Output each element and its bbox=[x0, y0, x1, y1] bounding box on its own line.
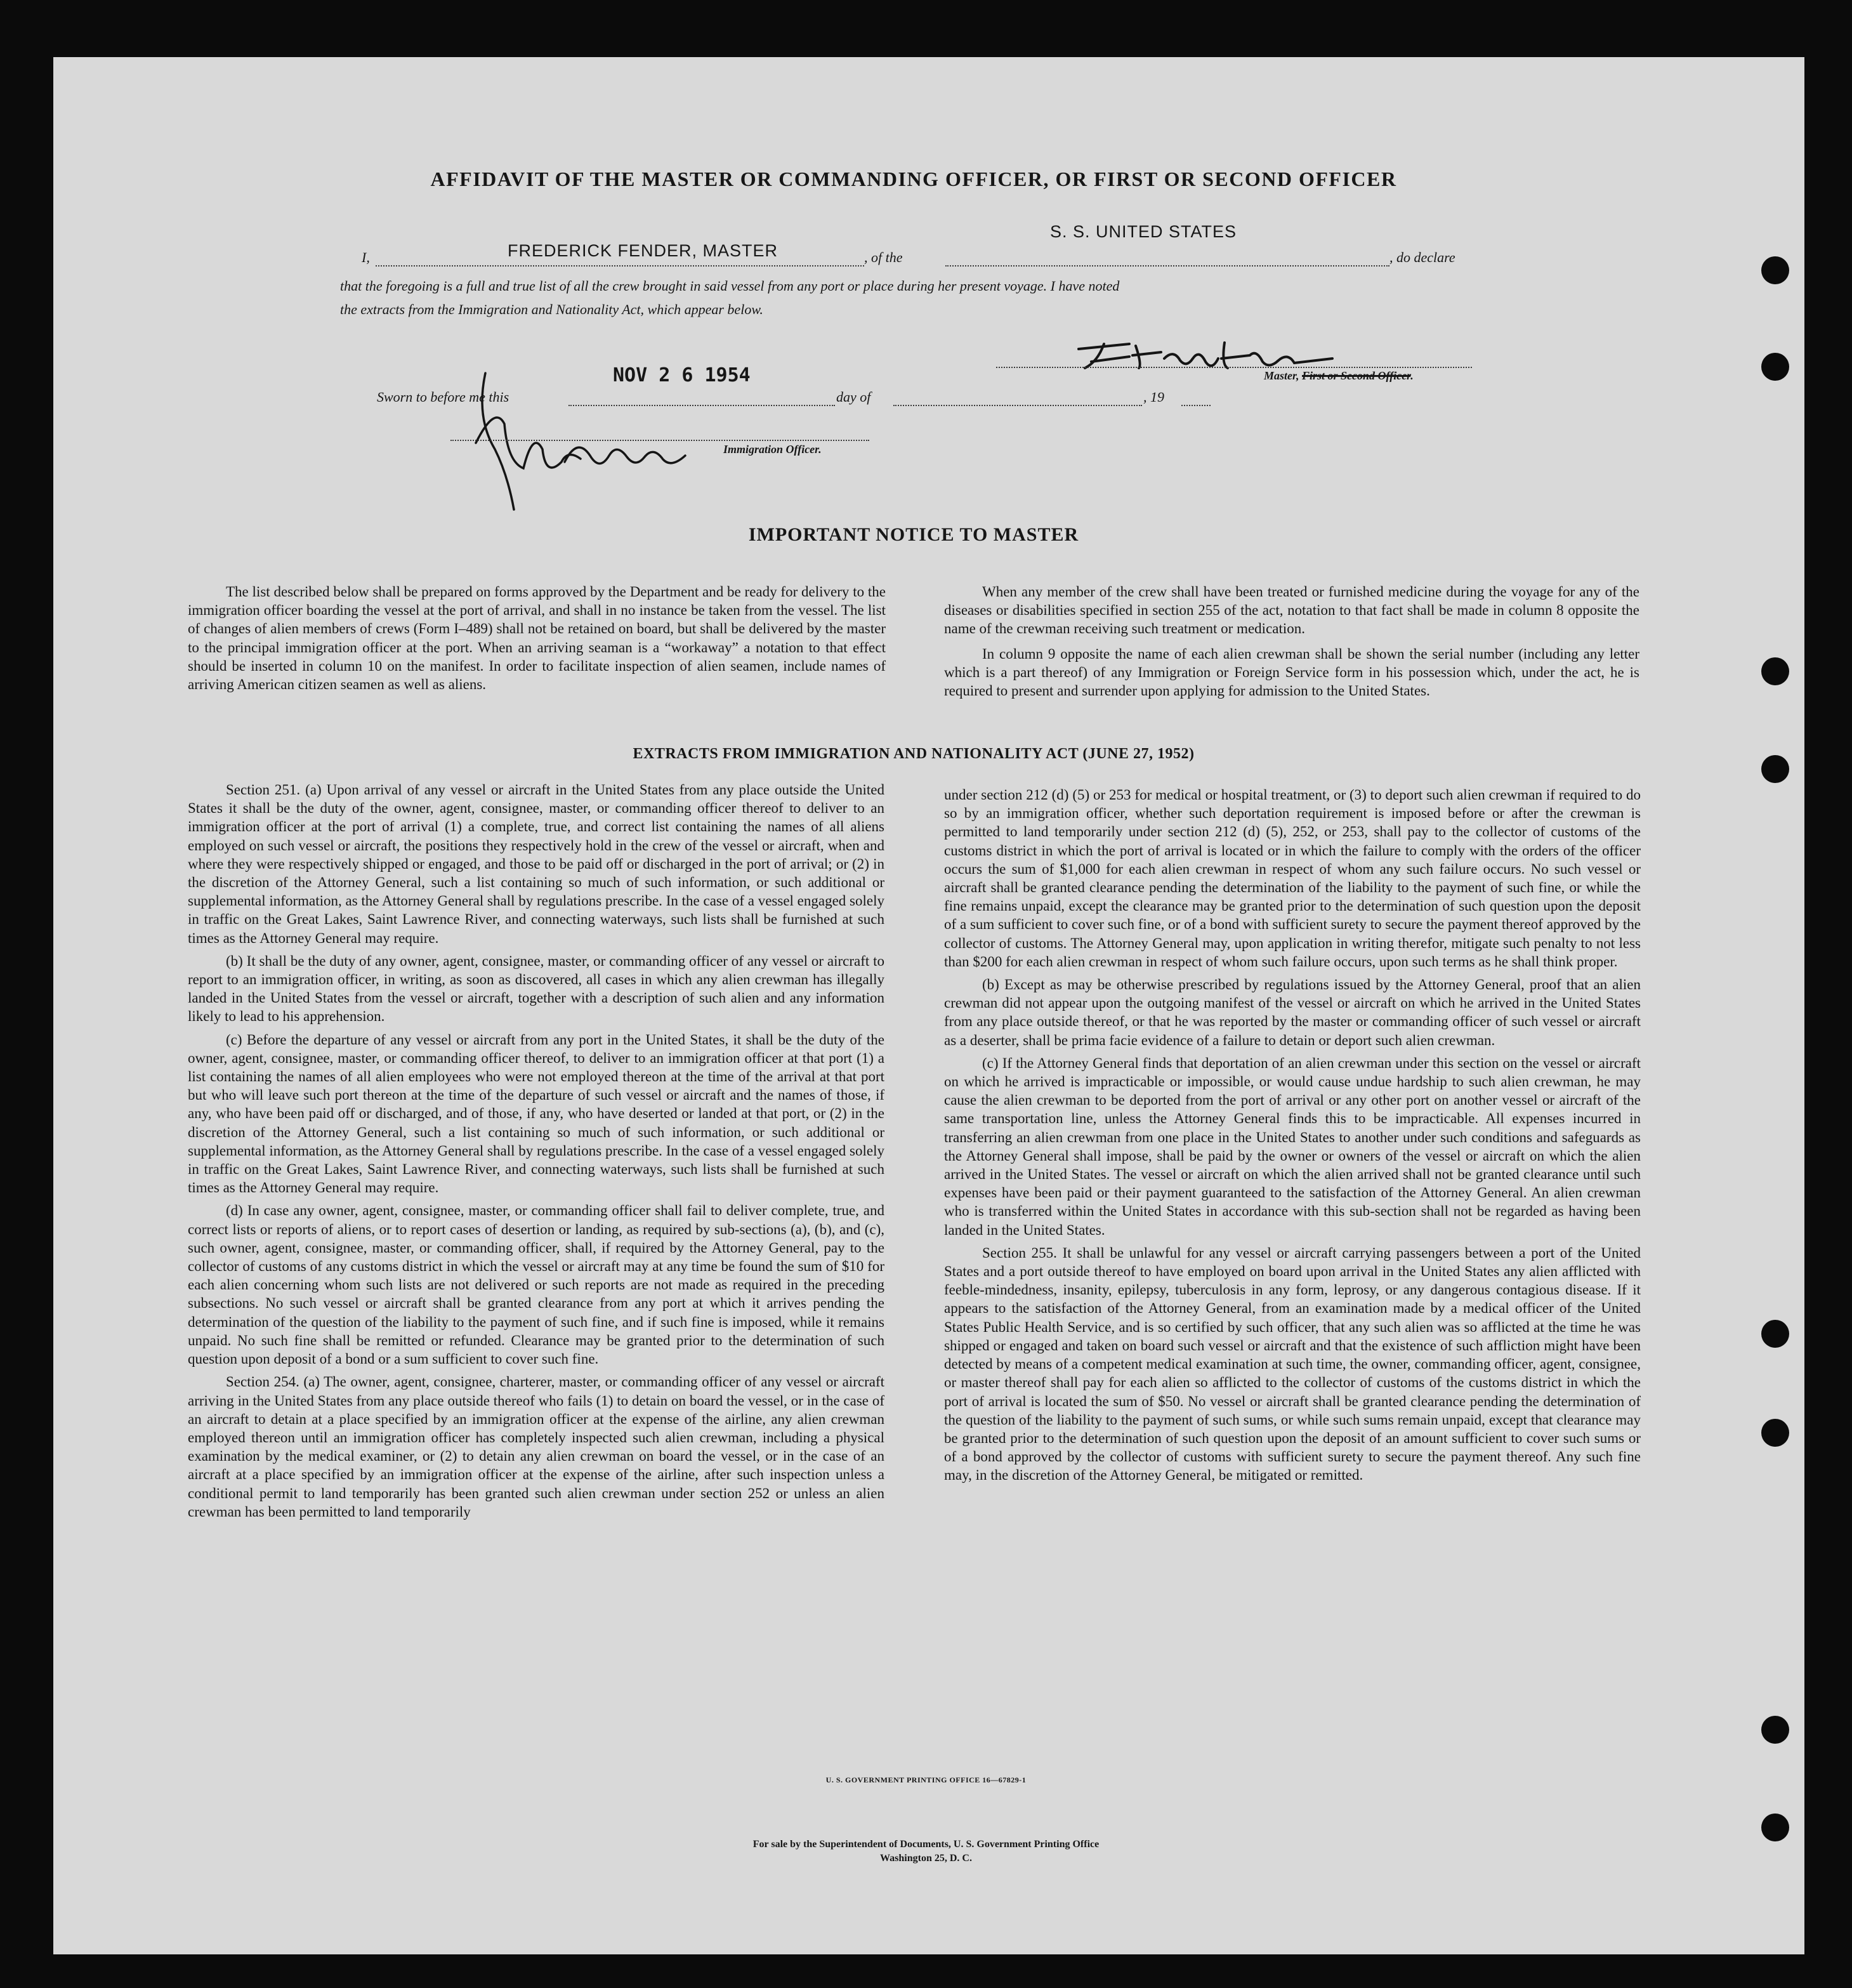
day-of-dotted-line bbox=[893, 405, 1142, 406]
master-caption-b: . bbox=[1410, 369, 1414, 382]
binder-hole bbox=[1761, 1320, 1789, 1348]
binder-hole bbox=[1761, 657, 1789, 685]
name-dotted-line bbox=[376, 265, 864, 267]
sale-line-1: For sale by the Superintendent of Documents, U. S. Government Printing Office bbox=[752, 1839, 1100, 1850]
declaration-prefix: I, bbox=[362, 249, 370, 265]
extract-paragraph: (d) In case any owner, agent, consignee, master, or commanding officer shall fail to deliver complete, true, and correct lists or reports of aliens, or to report cases of desertion or landing, as required by sub-sections (a), (b), and (c), such owner, agent, consignee, master, or commanding officer, shall, if required by the Attorney General, pay to the collector of customs of any customs district in which the vessel or aircraft may at any time be found the sum of $10 for each alien concerning whom such lists are not delivered or such reports are not made as required in the preceding subsections. No such vessel or aircraft shall be granted clearance from any port at which it arrives pending the determination of the question of the liability to the payment of such fine, and if such fine is imposed, while it remains unpaid. No such fine shall be remitted or refunded. Clearance may be granted prior to the determination of such question upon deposit of a bond or a sum sufficient to cover such fine. bbox=[188, 1202, 884, 1367]
immigration-officer-line bbox=[450, 440, 869, 441]
master-signature-line bbox=[996, 367, 1472, 368]
extracts-title: EXTRACTS FROM IMMIGRATION AND NATIONALITY ACT (JUNE 27, 1952) bbox=[633, 746, 1195, 762]
master-name: FREDERICK FENDER, MASTER bbox=[508, 241, 778, 260]
do-declare-label: , do declare bbox=[1389, 249, 1455, 265]
printing-office-line: U. S. GOVERNMENT PRINTING OFFICE 16—67829-1 bbox=[825, 1775, 1027, 1784]
notice-title: IMPORTANT NOTICE TO MASTER bbox=[748, 524, 1079, 545]
extract-paragraph: (c) Before the departure of any vessel or aircraft from any port in the United States, it shall be the duty of the owner, agent, consignee, master, or commanding officer thereof, to deliver to an immigration officer at that port (1) a list containing the names of all alien employees who were not employed thereon at the time of the arrival at that port but who will leave such port thereon at the time of the departure of such vessel or aircraft and the names of those, if any, who have been paid off or discharged, and of those, if any, who have deserted or landed at that port, or (2) in the discretion of the Attorney General, such a list containing so much of such information, or such additional or supplemental information, as the Attorney General shall by regulations prescribe. In the case of a vessel engaged solely in traffic on the Great Lakes, Saint Lawrence River, and connecting waterways, such lists shall be furnished at such times as the Attorney General may require. bbox=[188, 1031, 884, 1196]
notice-right-column bbox=[944, 583, 1639, 704]
declaration-line-3: the extracts from the Immigration and Nationality Act, which appear below. bbox=[340, 301, 763, 317]
affidavit-title: AFFIDAVIT OF THE MASTER OR COMMANDING OFFICER, OR FIRST OR SECOND OFFICER bbox=[430, 168, 1397, 190]
declaration-line-2: that the foregoing is a full and true list of all the crew brought in said vessel from any port or place during her present voyage. I have noted bbox=[340, 278, 1120, 294]
immigration-officer-signature bbox=[470, 367, 736, 519]
extract-paragraph: Section 255. It shall be unlawful for any vessel or aircraft carrying passengers between a port of the United States and a port outside thereof to have employed on board upon arrival in the United States any alien afflicted with feeble-mindedness, insanity, epilepsy, tuberculosis in any form, leprosy, or any dangerous contagious disease. If it appears to the satisfaction of the Attorney General, from an examination made by a medical officer of the United States Public Health Service, and is so certified by such officer, that any such alien was so afflicted at the time he was shipped or engaged and taken on board such vessel or aircraft and that the existence of such affliction might have been detected by means of a competent medical examination at such time, the owner, commanding officer, agent, consignee, or master thereof shall pay for each alien so afflicted to the collector of customs of the customs district in which the port of arrival is located the sum of $50. No vessel or aircraft shall be granted clearance pending the determination of the question of the liability to the payment of such sums, or while such sums remain unpaid, except that clearance may be granted prior to the determination of such question upon the deposit of an amount sufficient to cover such sums or of a bond approved by the collector of customs with sufficient surety to secure the payment thereof. Any such fine may, in the discretion of the Attorney General, be mitigated or remitted. bbox=[944, 1244, 1641, 1484]
year-label: , 19 bbox=[1143, 389, 1164, 405]
of-the-label: , of the bbox=[864, 249, 903, 265]
binder-hole bbox=[1761, 1716, 1789, 1744]
extracts-right-column bbox=[944, 786, 1641, 1489]
extract-paragraph: (b) It shall be the duty of any owner, agent, consignee, master, or commanding officer of any vessel or aircraft to report to an immigration officer, in writing, as soon as discovered, all cases in which any alien crewman has illegally landed in the United States from the vessel or aircraft, together with a description of such alien and any information likely to lead to his apprehension. bbox=[188, 952, 884, 1025]
date-stamp: NOV 2 6 1954 bbox=[613, 364, 751, 386]
notice-right-paragraph-2: In column 9 opposite the name of each alien crewman shall be shown the serial number (including any letter which is a part thereof) of any Immigration or Foreign Service form in his possession which, under the act, he is required to present and surrender upon applying for admission to the United States. bbox=[944, 645, 1639, 699]
immigration-officer-caption: Immigration Officer. bbox=[723, 443, 822, 456]
vessel-dotted-line bbox=[945, 265, 1389, 267]
binder-hole bbox=[1761, 1419, 1789, 1447]
sale-line-2: Washington 25, D. C. bbox=[880, 1853, 972, 1864]
master-caption-strike: First or Second Officer bbox=[1302, 369, 1411, 382]
extract-paragraph: (c) If the Attorney General finds that deportation of an alien crewman under this section on the vessel or aircraft on which he arrived is impracticable or impossible, or would cause undue hardship to such alien crewman, he may cause the alien crewman to be deported from the port of arrival or any other port on another vessel or aircraft of the same transportation line, unless the Attorney General finds this to be impracticable. All expenses incurred in transferring an alien crewman from one place in the United States to another under such conditions and safeguards as the Attorney General shall impose, shall be paid by the owner or owners of the vessel or aircraft on which the alien arrived in the United States. The vessel or aircraft on which the alien arrived shall not be granted clearance until such expenses have been paid or their payment guaranteed to the satisfaction of the Attorney General. An alien crewman who is transferred within the United States in accordance with this sub-section shall not be regarded as having been landed in the United States. bbox=[944, 1055, 1641, 1238]
master-caption-a: Master, bbox=[1264, 369, 1299, 382]
extract-paragraph: under section 212 (d) (5) or 253 for medical or hospital treatment, or (3) to deport such alien crewman if required to do so by an immigration officer, whether such deportation requirement is imposed before or after the crewman is permitted to land temporarily under section 212 (d) (5), 252, or 253, shall pay to the collector of customs of the customs district in which the port of arrival is located or in which the failure to comply with the orders of the officer occurs the sum of $1,000 for each alien crewman in respect of whom any such failure occurs. No such vessel or aircraft shall be granted clearance pending the determination of the liability to the payment of such fine, or while the fine remains unpaid, except the clearance may be granted prior to the determination of such question upon the deposit of a sum sufficient to cover such fine, or of a bond with sufficient surety to secure the payment thereof approved by the collector of customs. The Attorney General may, upon application in writing therefor, mitigate such penalty to not less than $200 for each alien crewman in respect of whom such failure occurs, upon such terms as he shall think proper. bbox=[944, 787, 1641, 970]
year-dotted-line bbox=[1181, 405, 1211, 406]
extract-paragraph: (b) Except as may be otherwise prescribed by regulations issued by the Attorney General, proof that an alien crewman did not appear upon the outgoing manifest of the vessel or aircraft on which he arrived in the United States from any place outside thereof, or that he was reported by the master or commanding officer of such vessel or aircraft as a deserter, shall be prima facie evidence of a failure to detain or deport such alien crewman. bbox=[944, 977, 1641, 1048]
notice-left-column bbox=[188, 583, 886, 698]
day-of-label: day of bbox=[836, 389, 871, 405]
extract-paragraph: Section 251. (a) Upon arrival of any vessel or aircraft in the United States from any place outside the United States it shall be the duty of the owner, agent, consignee, master, or commanding officer thereof to deliver to an immigration officer at the port of arrival (1) a complete, true, and correct list containing the names of all aliens employed on such vessel or aircraft, the positions they respectively hold in the crew of the vessel or aircraft, when and where they were respectively shipped or engaged, and those to be paid off or discharged in the port of arrival; or (2) in the discretion of the Attorney General, such a list containing so much of such information, or such additional or supplemental information, as the Attorney General shall by regulations prescribe. In the case of a vessel engaged solely in traffic on the Great Lakes, Saint Lawrence River, and connecting waterways, such lists shall be furnished at such times as the Attorney General may require. bbox=[188, 782, 884, 946]
notice-left-paragraph: The list described below shall be prepared on forms approved by the Department and be ready for delivery to the immigration officer boarding the vessel at the port of arrival, and shall in no instance be taken from the vessel. The list of changes of alien members of crews (Form I–489) shall not be retained on board, but shall be delivered by the master to the principal immigration officer at the port. When an arriving seaman is a “workaway” a notation to that effect should be inserted in column 10 on the manifest. In order to facilitate inspection of alien seamen, include names of arriving American citizen seamen as well as aliens. bbox=[188, 584, 886, 693]
binder-hole bbox=[1761, 1814, 1789, 1841]
extract-paragraph: Section 254. (a) The owner, agent, consignee, charterer, master, or commanding officer of any vessel or aircraft arriving in the United States from any place outside thereof who fails (1) to detain on board the vessel, or in the case of an aircraft to detain at a place specified by an immigration officer at the expense of the airline, any alien crewman employed thereon until an immigration officer has completely inspected such alien crewman, including a physical examination by the medical examiner, or (2) to detain any alien crewman on board the vessel, or in the case of an aircraft at a place specified by an immigration officer at the expense of the airline, after such inspection unless a conditional permit to land temporarily has been granted such alien crewman under section 252 or unless an alien crewman has been permitted to land temporarily bbox=[188, 1374, 884, 1520]
sworn-label: Sworn to before me this bbox=[377, 389, 509, 405]
binder-hole bbox=[1761, 353, 1789, 381]
master-caption bbox=[1264, 369, 1414, 383]
vessel-name: S. S. UNITED STATES bbox=[1050, 222, 1237, 241]
extracts-left-column bbox=[188, 780, 884, 1525]
binder-hole bbox=[1761, 256, 1789, 284]
notice-right-paragraph-1: When any member of the crew shall have been treated or furnished medicine during the voyage for any of the diseases or disabilities specified in section 255 of the act, notation to that fact shall be made in column 8 opposite the name of the crewman receiving such treatment or medication. bbox=[944, 584, 1639, 637]
